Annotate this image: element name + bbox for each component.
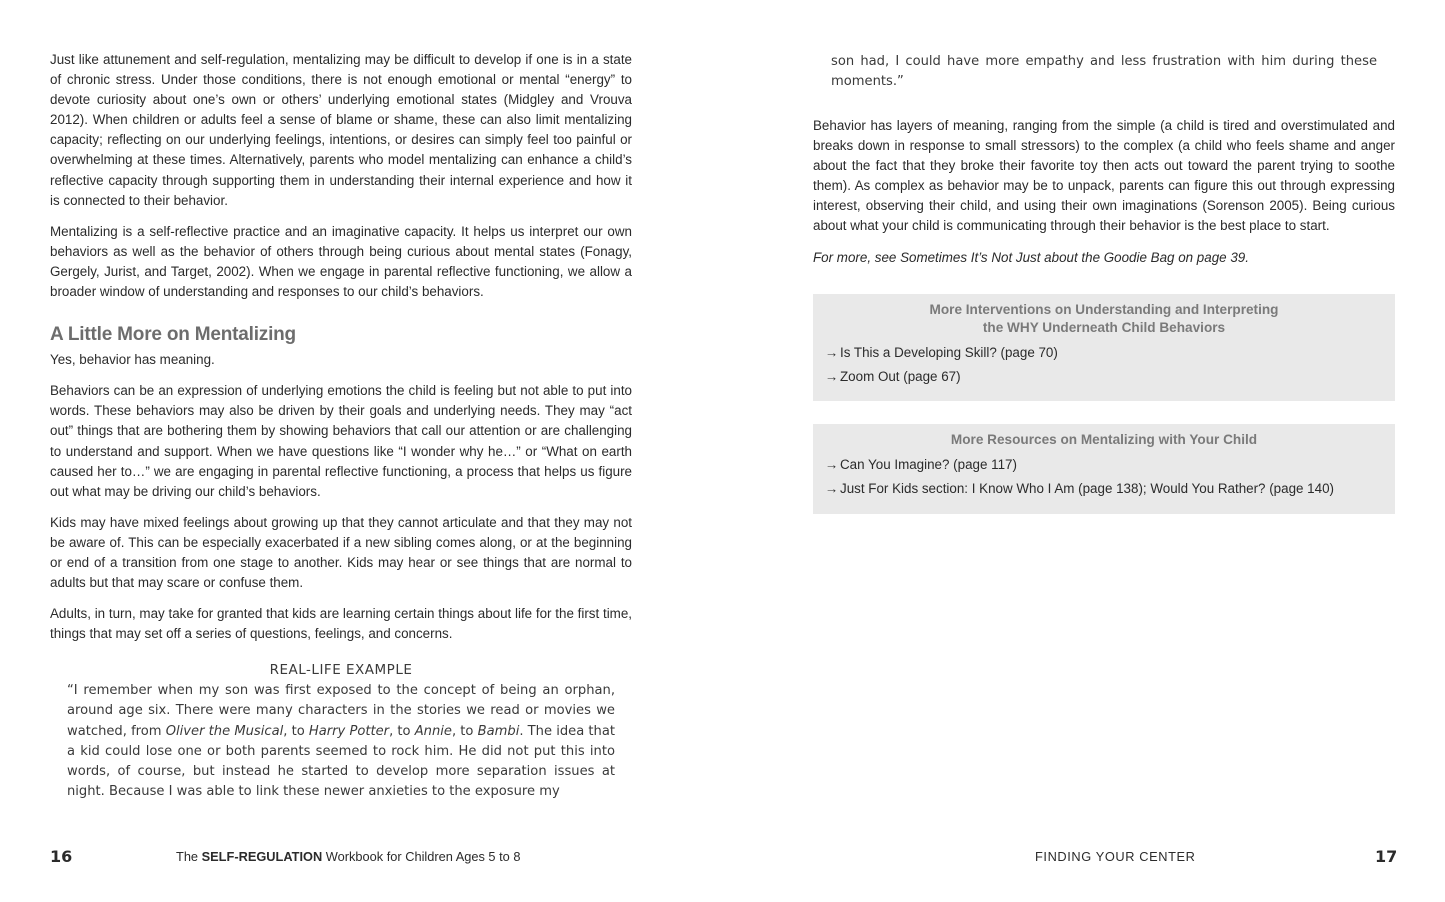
quote-title: Bambi [477, 723, 520, 739]
paragraph: Just like attunement and self-regulation, mentalizing may be difficult to develop if one is in a state of chronic stress. Under those conditions, there is not enough emotional or mental “energy” to devote curiosity about one’s own or others’ underlying emotional states (Midgley and Vrouva 2012). When children or adults feel a sense of blame or shame, these can also limit mentalizing capacity; reflecting on our underlying feelings, intentions, or desires can simply feel too painful or overwhelming at these times. Alternatively, parents who model mentalizing can enhance a child’s reflective capacity through supporting them in understanding their internal experience and how it is connected to their behavior. [50, 52, 632, 208]
list-item-label: Can You Imagine? (page 117) [840, 457, 1017, 472]
arrow-right-icon: → [825, 369, 839, 384]
right-page [723, 0, 1445, 902]
paragraph: Kids may have mixed feelings about growing up that they cannot articulate and that they may not be aware of. This can be especially exacerbated if a new sibling comes along, or at the beginning or end of a transition from one stage to another. Kids may hear or see things that are normal to adults but that may scare or confuse them. [50, 514, 632, 591]
page-number: 17 [1375, 847, 1398, 866]
box-title-line: More Interventions on Understanding and Interpreting [929, 302, 1279, 317]
box-title: More Resources on Mentalizing with Your Child [950, 432, 1258, 447]
paragraph: Adults, in turn, may take for granted that kids are learning certain things about life for the first time, things that may set off a series of questions, feelings, and concerns. [50, 606, 632, 642]
quote-text: . The idea that a kid could lose one or both parents seemed to rock him. He did not put this into words, of course, but instead he started to develop more separation issues at night. Because I was able to link these newer anxieties to the exposure my [67, 723, 615, 799]
example-title: REAL-LIFE EXAMPLE [269, 662, 413, 679]
box-title-line: the WHY Underneath Child Behaviors [982, 320, 1226, 335]
paragraph: Behavior has layers of meaning, ranging from the simple (a child is tired and overstimulated and breaks down in response to small stressors) to the complex (a child who feels shame and anger about the fact that they broke their favorite toy then acts out toward the parent trying to soothe them). As complex as behavior may be to unpack, parents can figure this out through expressing interest, observing their child, and using their own imaginations (Sorenson 2005). Being curious about what your child is communicating through their behavior is the best place to start. [813, 118, 1395, 234]
quote-text: “I remember when my son was first exposed to the concept of being an orphan, around age six. There were many characters in the stories we read or movies we watched, from [67, 683, 615, 739]
list-item-label: Is This a Developing Skill? (page 70) [840, 345, 1058, 360]
footer-text: The [176, 849, 202, 864]
footer-bold-text: SELF-REGULATION [201, 849, 323, 864]
quote-title: Harry Potter [308, 723, 390, 739]
paragraph: Mentalizing is a self-reflective practice and an imaginative capacity. It helps us interpret our own behaviors as well as the behavior of others through being curious about mental states (Fonagy, Gergely, Jurist, and Target, 2002). When we engage in parental reflective functioning, we allow a broader window of understanding and responses to our child’s behaviors. [50, 223, 632, 300]
arrow-right-icon: → [825, 481, 839, 496]
page-number: 16 [50, 847, 73, 866]
italic-note: For more, see Sometimes It’s Not Just about the Goodie Bag on page 39. [813, 249, 1249, 265]
example-quote-continuation: son had, I could have more empathy and less frustration with him during these moments.” [831, 54, 1377, 90]
quote-title: Oliver the Musical [165, 723, 284, 739]
example-quote [50, 681, 632, 802]
list-item [825, 343, 1383, 363]
footer-text: Workbook for Children Ages 5 to 8 [322, 849, 521, 864]
paragraph: Yes, behavior has meaning. [50, 352, 215, 368]
left-page-column [50, 50, 632, 802]
section-heading: A Little More on Mentalizing [50, 324, 296, 346]
list-item-label: Zoom Out (page 67) [840, 369, 961, 384]
list-item [825, 455, 1383, 475]
quote-text: , to [389, 723, 415, 739]
running-footer: FINDING YOUR CENTER [1035, 849, 1196, 864]
right-page-column [813, 116, 1395, 279]
running-footer [176, 849, 520, 864]
list-item-label: Just For Kids section: I Know Who I Am (page 138); Would You Rather? (page 140) [840, 481, 1334, 496]
arrow-right-icon: → [825, 345, 839, 360]
paragraph: Behaviors can be an expression of underlying emotions the child is feeling but not able to put into words. These behaviors may also be driven by their goals and underlying needs. They may “act out” things that are bothering them by showing behaviors that call our attention or are challenging to understand and support. When we have questions like “I wonder why he…” or “What on earth caused her to…” we are engaging in parental reflective functioning, a process that helps us figure out what may be driving our child’s behaviors. [50, 383, 632, 499]
quote-text: , to [451, 723, 478, 739]
left-page [0, 0, 722, 902]
interventions-box [813, 294, 1395, 401]
list-item [825, 479, 1383, 499]
list-item [825, 367, 1383, 387]
quote-title: Annie [414, 723, 452, 739]
resources-box [813, 424, 1395, 514]
box-title [825, 301, 1383, 337]
arrow-right-icon: → [825, 457, 839, 472]
quote-text: , to [283, 723, 309, 739]
